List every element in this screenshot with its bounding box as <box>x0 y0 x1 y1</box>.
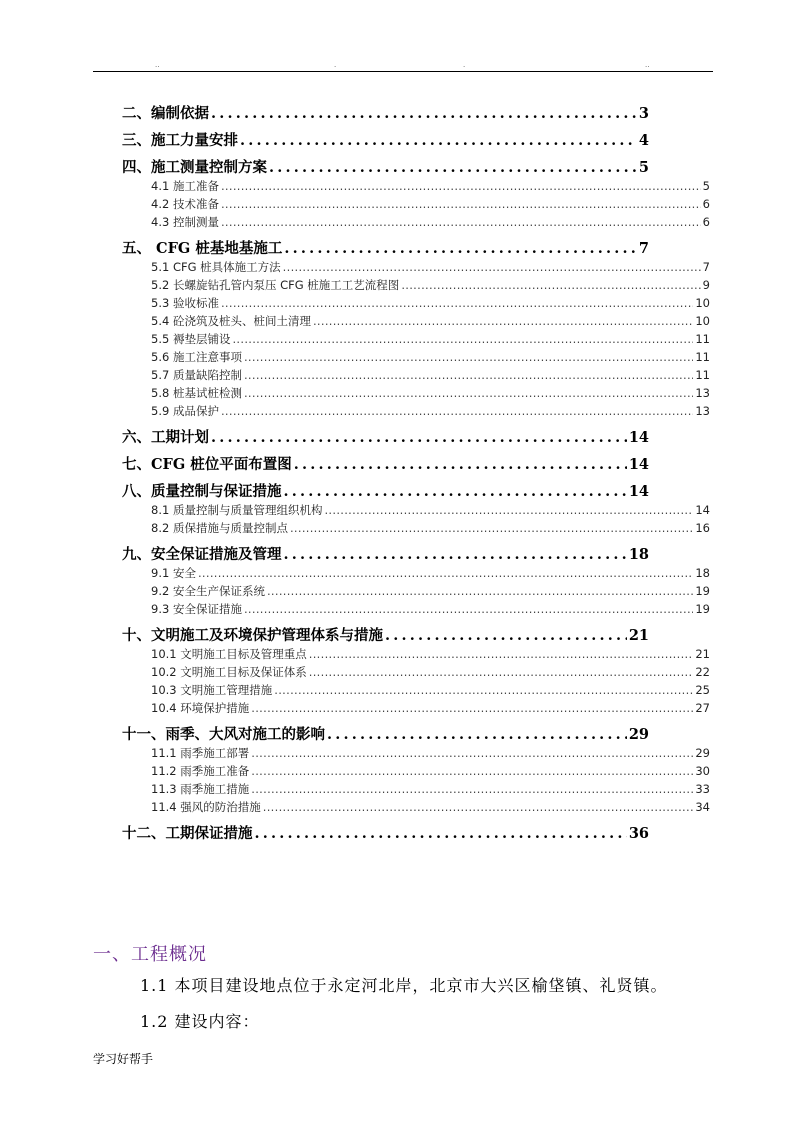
toc-page-number: 6 <box>702 215 710 229</box>
toc-page-number: 13 <box>695 386 710 400</box>
toc-leader-dots <box>255 825 627 842</box>
toc-chapter-entry[interactable] <box>122 102 649 124</box>
body-paragraph: 1.1 本项目建设地点位于永定河北岸，北京市大兴区榆垡镇、礼贤镇。 <box>140 976 668 995</box>
toc-entry-label: 5.2 长螺旋钻孔管内泵压 CFG 桩施工工艺流程图 <box>151 278 400 292</box>
toc-page-number: 5 <box>702 179 710 193</box>
toc-page-number: 11 <box>695 368 710 382</box>
toc-section-entry[interactable] <box>151 403 710 420</box>
toc-page-number: 11 <box>695 350 710 364</box>
toc-leader-dots <box>221 404 693 418</box>
toc-section-entry[interactable] <box>151 178 710 195</box>
toc-entry-label: 八、质量控制与保证措施 <box>122 483 282 500</box>
toc-entry-label: 4.3 控制测量 <box>151 215 219 229</box>
toc-entry-label: 七、CFG 桩位平面布置图 <box>122 456 292 473</box>
toc-chapter-entry[interactable] <box>122 723 649 745</box>
toc-page-number: 16 <box>695 521 710 535</box>
toc-entry-label: 5.3 验收标准 <box>151 296 219 310</box>
toc-page-number: 13 <box>695 404 710 418</box>
toc-entry-label: 10.4 环境保护措施 <box>151 701 250 715</box>
toc-page-number: 4 <box>638 132 649 149</box>
toc-leader-dots <box>232 332 693 346</box>
toc-page-number: 7 <box>638 240 649 257</box>
toc-leader-dots <box>251 764 693 778</box>
toc-leader-dots <box>324 503 693 517</box>
toc-page-number: 7 <box>702 260 710 274</box>
toc-entry-label: 11.3 雨季施工措施 <box>151 782 250 796</box>
toc-leader-dots <box>284 483 627 500</box>
toc-chapter-entry[interactable] <box>122 156 649 178</box>
toc-section-entry[interactable] <box>151 745 710 762</box>
toc-entry-label: 十、文明施工及环境保护管理体系与措施 <box>122 627 383 644</box>
toc-leader-dots <box>221 197 701 211</box>
toc-entry-label: 11.1 雨季施工部署 <box>151 746 250 760</box>
toc-page-number: 21 <box>695 647 710 661</box>
toc-entry-label: 九、安全保证措施及管理 <box>122 546 282 563</box>
toc-leader-dots <box>211 429 627 446</box>
toc-leader-dots <box>244 368 693 382</box>
toc-entry-label: 十一、雨季、大风对施工的影响 <box>122 726 325 743</box>
toc-page-number: 9 <box>702 278 710 292</box>
toc-leader-dots <box>284 546 627 563</box>
toc-page-number: 22 <box>695 665 710 679</box>
toc-section-entry[interactable] <box>151 295 710 312</box>
toc-section-entry[interactable] <box>151 349 710 366</box>
toc-entry-label: 9.1 安全 <box>151 566 196 580</box>
toc-leader-dots <box>263 800 694 814</box>
toc-page-number: 29 <box>695 746 710 760</box>
toc-page-number: 19 <box>695 584 710 598</box>
toc-section-entry[interactable] <box>151 277 710 294</box>
toc-leader-dots <box>284 240 637 257</box>
toc-section-entry[interactable] <box>151 502 710 519</box>
toc-section-entry[interactable] <box>151 259 710 276</box>
toc-entry-label: 二、编制依据 <box>122 105 209 122</box>
toc-leader-dots <box>283 260 701 274</box>
toc-leader-dots <box>251 701 693 715</box>
toc-chapter-entry[interactable] <box>122 453 649 475</box>
toc-leader-dots <box>309 665 694 679</box>
toc-leader-dots <box>401 278 700 292</box>
toc-entry-label: 5.5 褥垫层铺设 <box>151 332 231 346</box>
toc-entry-label: 5.7 质量缺陷控制 <box>151 368 242 382</box>
toc-page-number: 34 <box>695 800 710 814</box>
toc-entry-label: 9.2 安全生产保证系统 <box>151 584 265 598</box>
toc-leader-dots <box>198 566 693 580</box>
toc-page-number: 14 <box>628 483 649 500</box>
body-paragraph: 1.2 建设内容： <box>140 1012 260 1031</box>
toc-section-entry[interactable] <box>151 214 710 231</box>
header-mark: . <box>334 61 337 69</box>
toc-section-entry[interactable] <box>151 799 710 816</box>
toc-entry-label: 5.6 施工注意事项 <box>151 350 242 364</box>
toc-entry-label: 10.1 文明施工目标及管理重点 <box>151 647 307 661</box>
toc-leader-dots <box>294 456 627 473</box>
toc-leader-dots <box>313 314 693 328</box>
toc-page-number: 30 <box>695 764 710 778</box>
toc-section-entry[interactable] <box>151 385 710 402</box>
toc-leader-dots <box>290 521 693 535</box>
toc-entry-label: 四、施工测量控制方案 <box>122 159 267 176</box>
toc-leader-dots <box>221 215 701 229</box>
toc-leader-dots <box>221 296 693 310</box>
toc-leader-dots <box>240 132 637 149</box>
toc-section-entry[interactable] <box>151 331 710 348</box>
toc-entry-label: 10.3 文明施工管理措施 <box>151 683 273 697</box>
toc-page-number: 5 <box>638 159 649 176</box>
toc-chapter-entry[interactable] <box>122 237 649 259</box>
toc-leader-dots <box>211 105 637 122</box>
toc-page-number: 6 <box>702 197 710 211</box>
toc-entry-label: 5.8 桩基试桩检测 <box>151 386 242 400</box>
toc-page-number: 18 <box>628 546 649 563</box>
toc-page-number: 10 <box>695 296 710 310</box>
toc-section-entry[interactable] <box>151 664 710 681</box>
toc-chapter-entry[interactable] <box>122 822 649 844</box>
toc-page-number: 25 <box>695 683 710 697</box>
toc-section-entry[interactable] <box>151 646 710 663</box>
toc-entry-label: 六、工期计划 <box>122 429 209 446</box>
toc-section-entry[interactable] <box>151 583 710 600</box>
toc-section-entry[interactable] <box>151 520 710 537</box>
toc-page-number: 29 <box>628 726 649 743</box>
toc-page-number: 11 <box>695 332 710 346</box>
toc-chapter-entry[interactable] <box>122 543 649 565</box>
toc-section-entry[interactable] <box>151 601 710 618</box>
toc-leader-dots <box>385 627 627 644</box>
toc-section-entry[interactable] <box>151 196 710 213</box>
toc-page-number: 14 <box>695 503 710 517</box>
toc-section-entry[interactable] <box>151 313 710 330</box>
toc-section-entry[interactable] <box>151 700 710 717</box>
toc-page-number: 36 <box>628 825 649 842</box>
toc-entry-label: 5.9 成品保护 <box>151 404 219 418</box>
toc-page-number: 10 <box>695 314 710 328</box>
toc-leader-dots <box>309 647 694 661</box>
toc-section-entry[interactable] <box>151 565 710 582</box>
toc-entry-label: 4.2 技术准备 <box>151 197 219 211</box>
toc-entry-label: 5.4 砼浇筑及桩头、桩间土清理 <box>151 314 311 328</box>
toc-entry-label: 9.3 安全保证措施 <box>151 602 242 616</box>
toc-page-number: 19 <box>695 602 710 616</box>
toc-page-number: 18 <box>695 566 710 580</box>
toc-page-number: 14 <box>628 456 649 473</box>
toc-page-number: 33 <box>695 782 710 796</box>
toc-section-entry[interactable] <box>151 367 710 384</box>
toc-chapter-entry[interactable] <box>122 624 649 646</box>
toc-leader-dots <box>274 683 693 697</box>
toc-section-entry[interactable] <box>151 781 710 798</box>
toc-leader-dots <box>244 350 693 364</box>
page-footer: 学习好帮手 <box>93 1052 154 1066</box>
toc-chapter-entry[interactable] <box>122 426 649 448</box>
toc-leader-dots <box>244 386 693 400</box>
header-mark: .. <box>155 61 160 69</box>
toc-leader-dots <box>251 746 693 760</box>
toc-leader-dots <box>267 584 693 598</box>
toc-leader-dots <box>327 726 627 743</box>
header-mark: .. <box>645 61 650 69</box>
toc-entry-label: 十二、工期保证措施 <box>122 825 253 842</box>
toc-entry-label: 5.1 CFG 桩具体施工方法 <box>151 260 281 274</box>
section-heading: 一、工程概况 <box>93 944 207 965</box>
toc-entry-label: 11.4 强风的防治措施 <box>151 800 261 814</box>
header-mark: . <box>463 61 466 69</box>
toc-leader-dots <box>251 782 693 796</box>
toc-chapter-entry[interactable] <box>122 129 649 151</box>
toc-leader-dots <box>244 602 693 616</box>
toc-entry-label: 10.2 文明施工目标及保证体系 <box>151 665 307 679</box>
toc-page-number: 14 <box>628 429 649 446</box>
toc-entry-label: 4.1 施工准备 <box>151 179 219 193</box>
toc-entry-label: 三、施工力量安排 <box>122 132 238 149</box>
toc-chapter-entry[interactable] <box>122 480 649 502</box>
toc-entry-label: 11.2 雨季施工准备 <box>151 764 250 778</box>
toc-leader-dots <box>221 179 701 193</box>
toc-leader-dots <box>269 159 637 176</box>
toc-page-number: 21 <box>628 627 649 644</box>
toc-entry-label: 五、 CFG 桩基地基施工 <box>122 240 283 257</box>
toc-entry-label: 8.2 质保措施与质量控制点 <box>151 521 288 535</box>
toc-entry-label: 8.1 质量控制与质量管理组织机构 <box>151 503 323 517</box>
toc-page-number: 3 <box>638 105 649 122</box>
toc-page-number: 27 <box>695 701 710 715</box>
toc-section-entry[interactable] <box>151 682 710 699</box>
toc-section-entry[interactable] <box>151 763 710 780</box>
